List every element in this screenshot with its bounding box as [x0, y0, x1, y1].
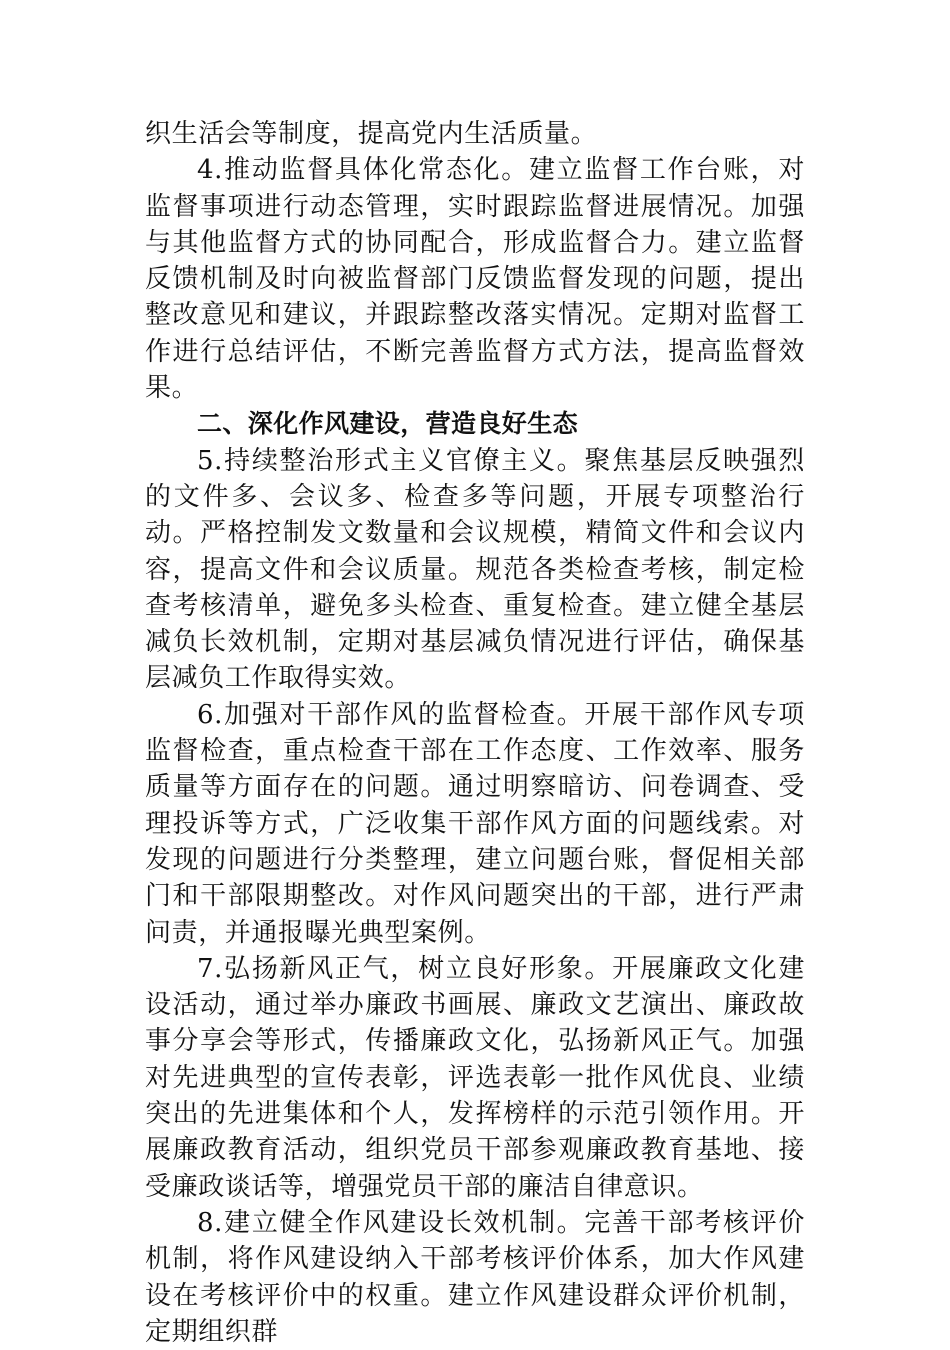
paragraph-continuation: 织生活会等制度，提高党内生活质量。	[145, 119, 598, 149]
paragraph-item-6: 6.加强对干部作风的监督检查。开展干部作风专项监督检查，重点检查干部在工作态度、工作效率、服务质量等方面存在的问题。通过明察暗访、问卷调查、受理投诉等方式，广泛收集干部作风方面的问题线索。对发现的问题进行分类整理，建立问题台账，督促相关部门和干部限期整改。对作风问题突出的干部，进行严肃问责，并通报曝光典型案例。	[145, 699, 805, 948]
paragraph-item-5: 5.持续整治形式主义官僚主义。聚焦基层反映强烈的文件多、会议多、检查多等问题，开展专项整治行动。严格控制发文数量和会议规模，精简文件和会议内容，提高文件和会议质量。规范各类检查考核，制定检查考核清单，避免多头检查、重复检查。建立健全基层减负长效机制，定期对基层减负情况进行评估，确保基层减负工作取得实效。	[145, 445, 805, 694]
section-heading: 二、深化作风建设，营造良好生态	[197, 409, 579, 439]
document-body	[145, 116, 805, 1350]
paragraph-item-7: 7.弘扬新风正气，树立良好形象。开展廉政文化建设活动，通过举办廉政书画展、廉政文艺演出、廉政故事分享会等形式，传播廉政文化，弘扬新风正气。加强对先进典型的宣传表彰，评选表彰一批作风优良、业绩突出的先进集体和个人，发挥榜样的示范引领作用。开展廉政教育活动，组织党员干部参观廉政教育基地、接受廉政谈话等，增强党员干部的廉洁自律意识。	[145, 953, 805, 1202]
paragraph-item-4: 4.推动监督具体化常态化。建立监督工作台账，对监督事项进行动态管理，实时跟踪监督进展情况。加强与其他监督方式的协同配合，形成监督合力。建立监督反馈机制及时向被监督部门反馈监督发现的问题，提出整改意见和建议，并跟踪整改落实情况。定期对监督工作进行总结评估，不断完善监督方式方法，提高监督效果。	[145, 155, 805, 404]
paragraph-item-8: 8.建立健全作风建设长效机制。完善干部考核评价机制，将作风建设纳入干部考核评价体系，加大作风建设在考核评价中的权重。建立作风建设群众评价机制，定期组织群	[145, 1207, 805, 1347]
